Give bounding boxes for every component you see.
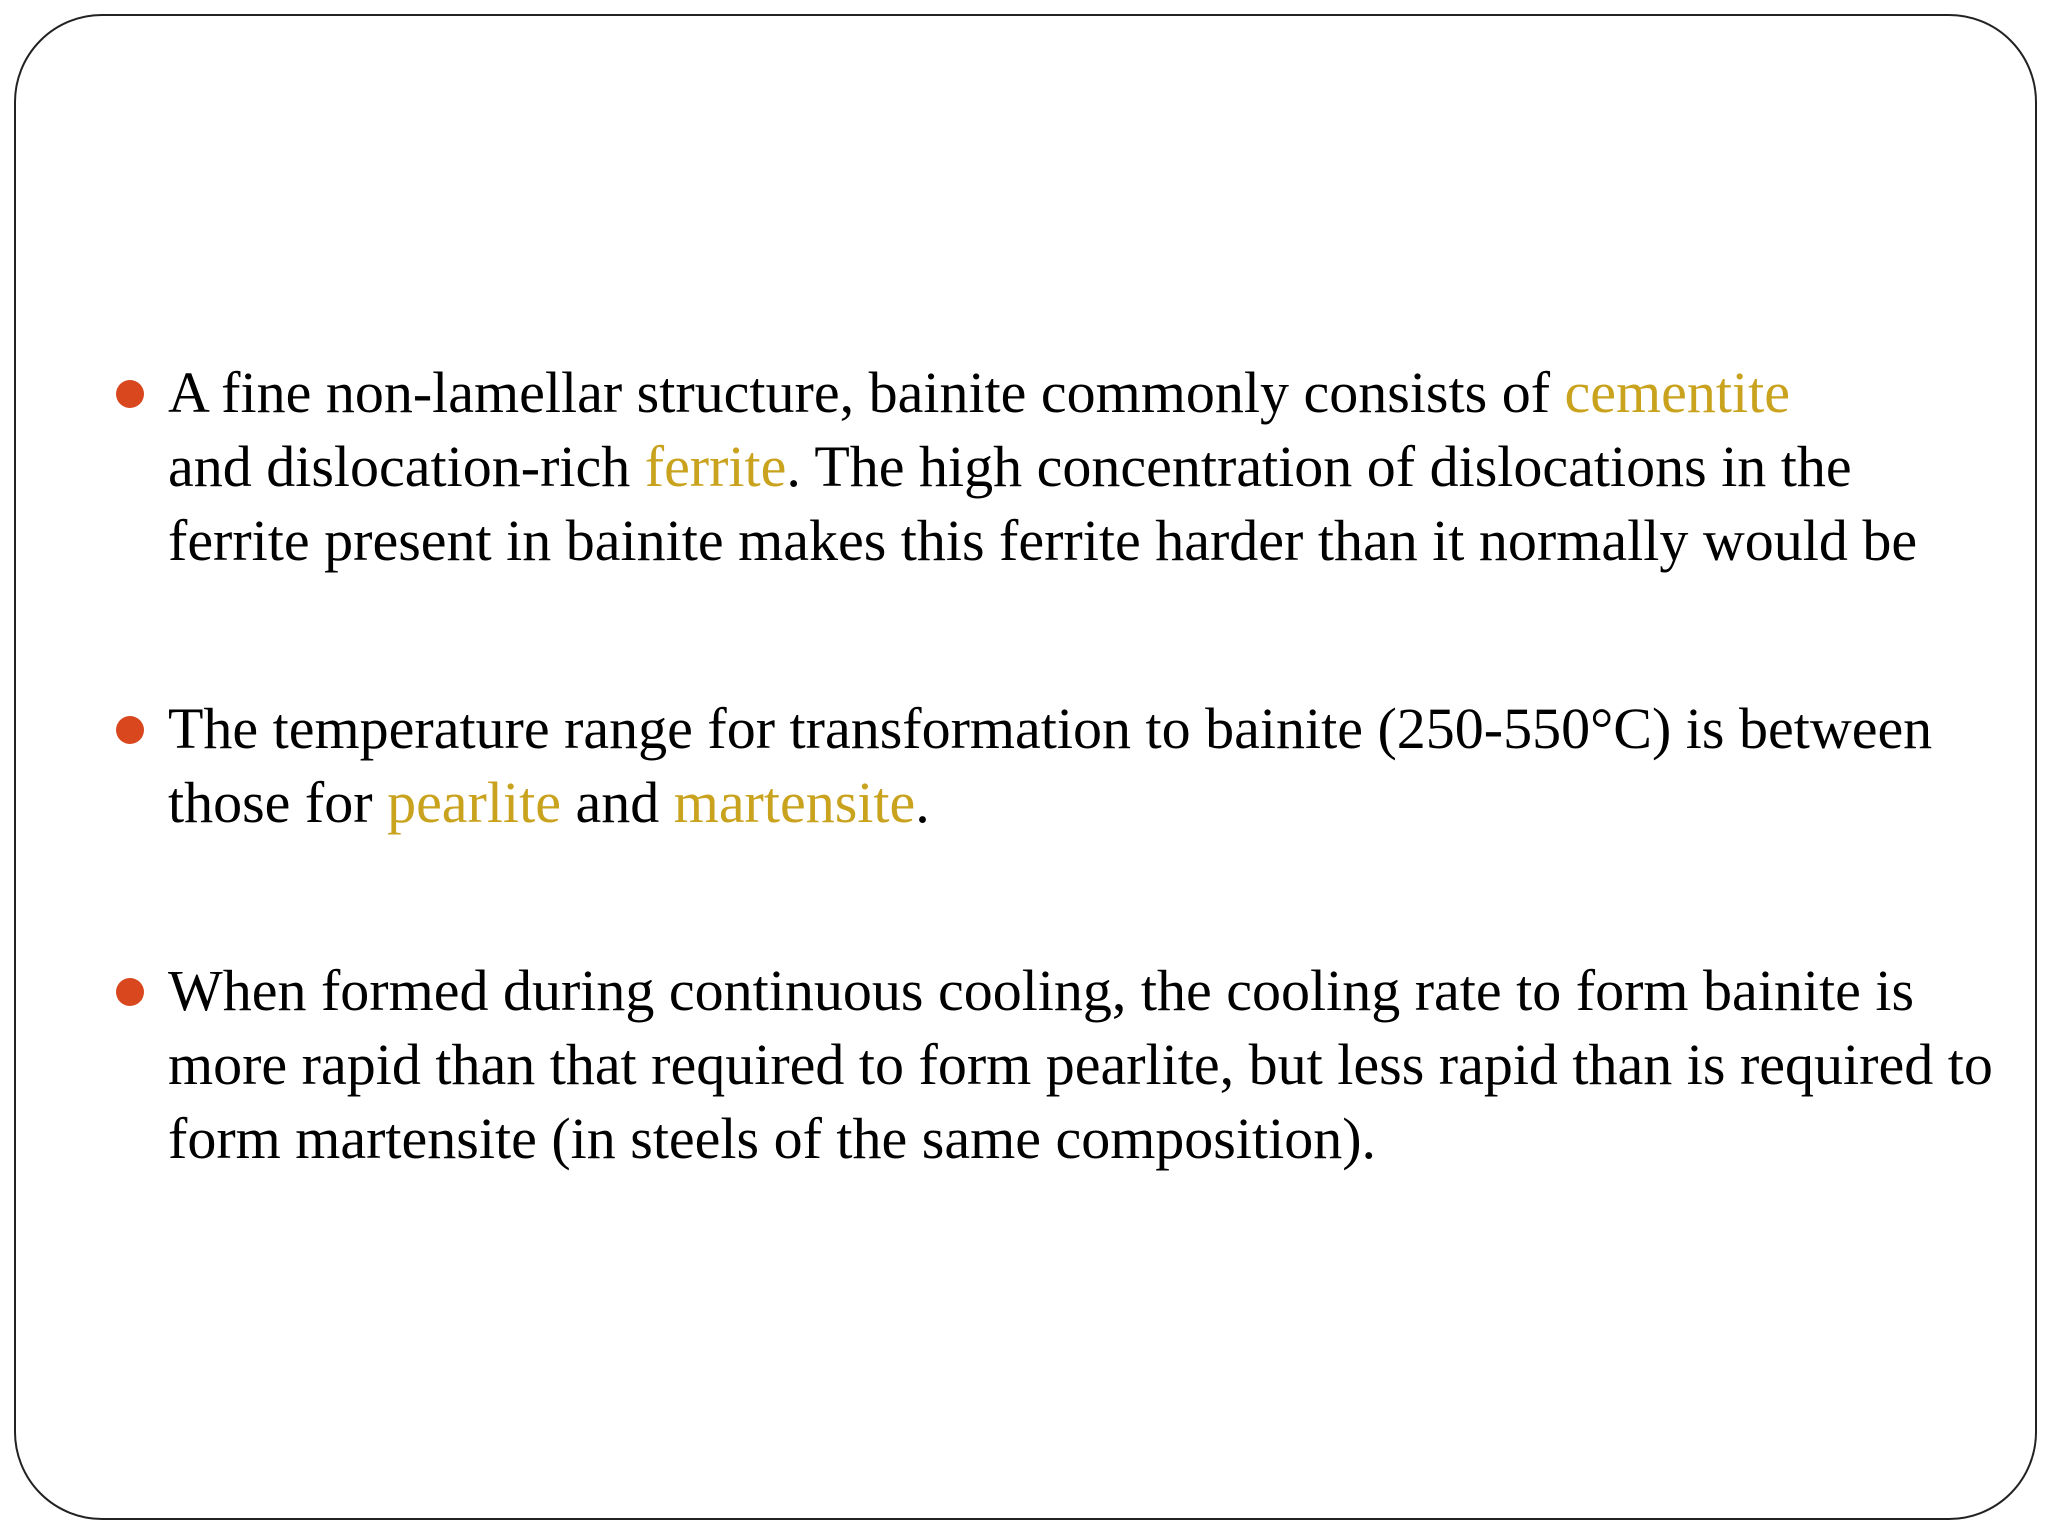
bullet-item-bainite-structure [116,356,1996,578]
highlight-term-ferrite: ferrite [644,434,787,499]
bullet-list [116,356,1996,1176]
bullet-text [168,692,1996,840]
bullet-text [168,356,1996,578]
text-segment: and dislocation-rich [168,434,645,499]
text-segment: . [915,770,930,835]
bullet-icon [116,380,144,408]
highlight-term-pearlite: pearlite [387,770,561,835]
text-segment: The temperature range for transformation to bainite (250-550°C) is between those for [168,696,1933,835]
text-segment: A fine non-lamellar structure, bainite commonly consists of [168,360,1565,425]
bullet-icon [116,978,144,1006]
bullet-icon [116,716,144,744]
bullet-item-temperature-range [116,692,1996,840]
slide-frame [14,14,2037,1520]
text-segment: . The high concentration of dislocations in the ferrite present in bainite makes this ferrite harder than it normally would be [168,434,1918,573]
bullet-text: When formed during continuous cooling, the cooling rate to form bainite is more rapid than that required to form pearlite, but less rapid than is required to form martensite (in steels of the same composition). [168,958,1993,1171]
text-segment: and [560,770,674,835]
highlight-term-martensite: martensite [673,770,916,835]
highlight-term-cementite: cementite [1564,360,1790,425]
bullet-item-cooling-rate [116,954,1996,1176]
